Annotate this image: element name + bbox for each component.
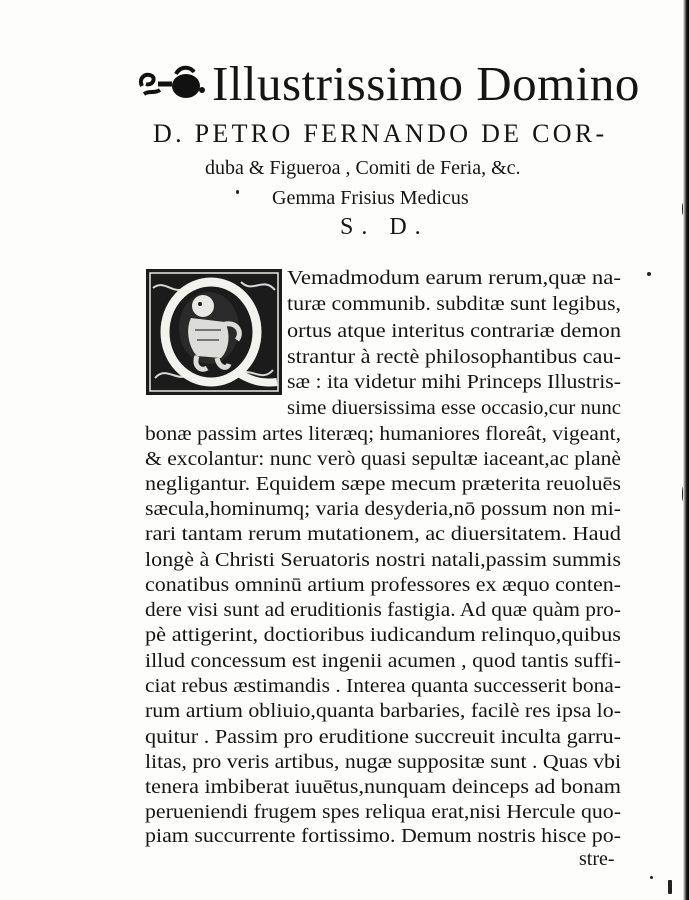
body-line-text: sæcula,hominumq; varia desyderia,nō possum non mi-	[145, 498, 621, 520]
body-line	[0, 723, 689, 751]
ink-speck	[650, 876, 653, 879]
body-line-text: longè à Christi Seruatoris nostri natali,passim summis	[145, 549, 621, 571]
body-line-text: perueniendi frugem spes reliqua erat,nisi Hercule quo-	[145, 801, 621, 823]
body-line	[0, 495, 689, 523]
ink-speck	[236, 190, 239, 194]
body-line-text: bonæ passim artes literæq; humaniores floreât, vigeant,	[145, 423, 621, 445]
body-line	[0, 773, 689, 801]
body-line	[0, 368, 689, 396]
body-line-text: quitur . Passim pro eruditione succreuit inculta garru-	[145, 726, 621, 748]
body-line-text: turæ communib. subditæ sunt legibus,	[287, 293, 621, 315]
body-line-text: sime diuersissima esse occasio,cur nunc	[287, 397, 621, 419]
dedicatee-line: D. PETRO FERNANDO DE COR-	[153, 119, 608, 148]
body-line-text: tenera imbiberat iuuētus,nunquam deinceps ad bonam	[145, 776, 621, 798]
body-line	[0, 445, 689, 473]
ink-speck	[647, 272, 651, 276]
fleuron-ornament-icon	[136, 64, 208, 104]
dedication-title: Illustrissimo Domino	[212, 56, 640, 111]
body-line	[0, 317, 689, 345]
body-line	[0, 672, 689, 700]
body-line	[0, 420, 689, 448]
body-line	[0, 596, 689, 624]
body-line-text: negligantur. Equidem sæpe mecum præterita reuoluēs	[145, 473, 621, 495]
author-line: Gemma Frisius Medicus	[272, 187, 469, 209]
body-line-text: strantur à rectè philosophantibus cau-	[287, 346, 621, 368]
body-line	[0, 697, 689, 725]
body-line-text: litas, pro veris artibus, nugæ suppositæ sunt . Quas vbi	[145, 751, 621, 773]
body-line	[0, 621, 689, 649]
salutation: S. D.	[340, 214, 429, 240]
body-line	[0, 748, 689, 776]
body-line-text: pè attigerint, doctioribus iudicandum relinquo,quibus	[145, 624, 621, 646]
body-line-text: Vemadmodum earum rerum,quæ na-	[287, 267, 621, 289]
body-line	[0, 264, 689, 292]
page-edge-shadow	[683, 0, 689, 900]
body-line	[0, 647, 689, 675]
body-line-text: conatibus omninū artium professores ex æquo conten-	[145, 574, 621, 596]
dedicatee-title-line: duba & Figueroa , Comiti de Feria, &c.	[205, 157, 521, 179]
ink-speck	[668, 880, 672, 894]
body-line-text: rari tantam rerum mutationem, ac diuersitatem. Haud	[145, 523, 621, 545]
body-line-text: & excolantur: nunc verò quasi sepultæ iaceant,ac planè	[145, 448, 621, 470]
body-line	[0, 343, 689, 371]
body-line	[0, 571, 689, 599]
body-line-text: rum artium obliuio,quanta barbaries, facilè res ipsa lo-	[145, 700, 621, 722]
body-line	[0, 470, 689, 498]
body-line-text: ciat rebus æstimandis . Interea quanta successerit bona-	[145, 675, 621, 697]
body-line	[0, 520, 689, 548]
body-line	[0, 394, 689, 422]
catchword: stre-	[579, 848, 615, 870]
body-line-text: sæ : ita videtur mihi Princeps Illustris-	[287, 371, 621, 393]
body-line-text: piam succurrente fortissimo. Demum nostris hisce po-	[145, 825, 621, 847]
body-line-text: illud concessum est ingenii acumen , quod tantis suffi-	[145, 650, 621, 672]
body-line	[0, 546, 689, 574]
body-line-text: ortus atque interitus contrariæ demon	[287, 320, 621, 342]
body-line-text: dere visi sunt ad eruditionis fastigia. Ad quæ quàm pro-	[145, 599, 621, 621]
body-line	[0, 290, 689, 318]
